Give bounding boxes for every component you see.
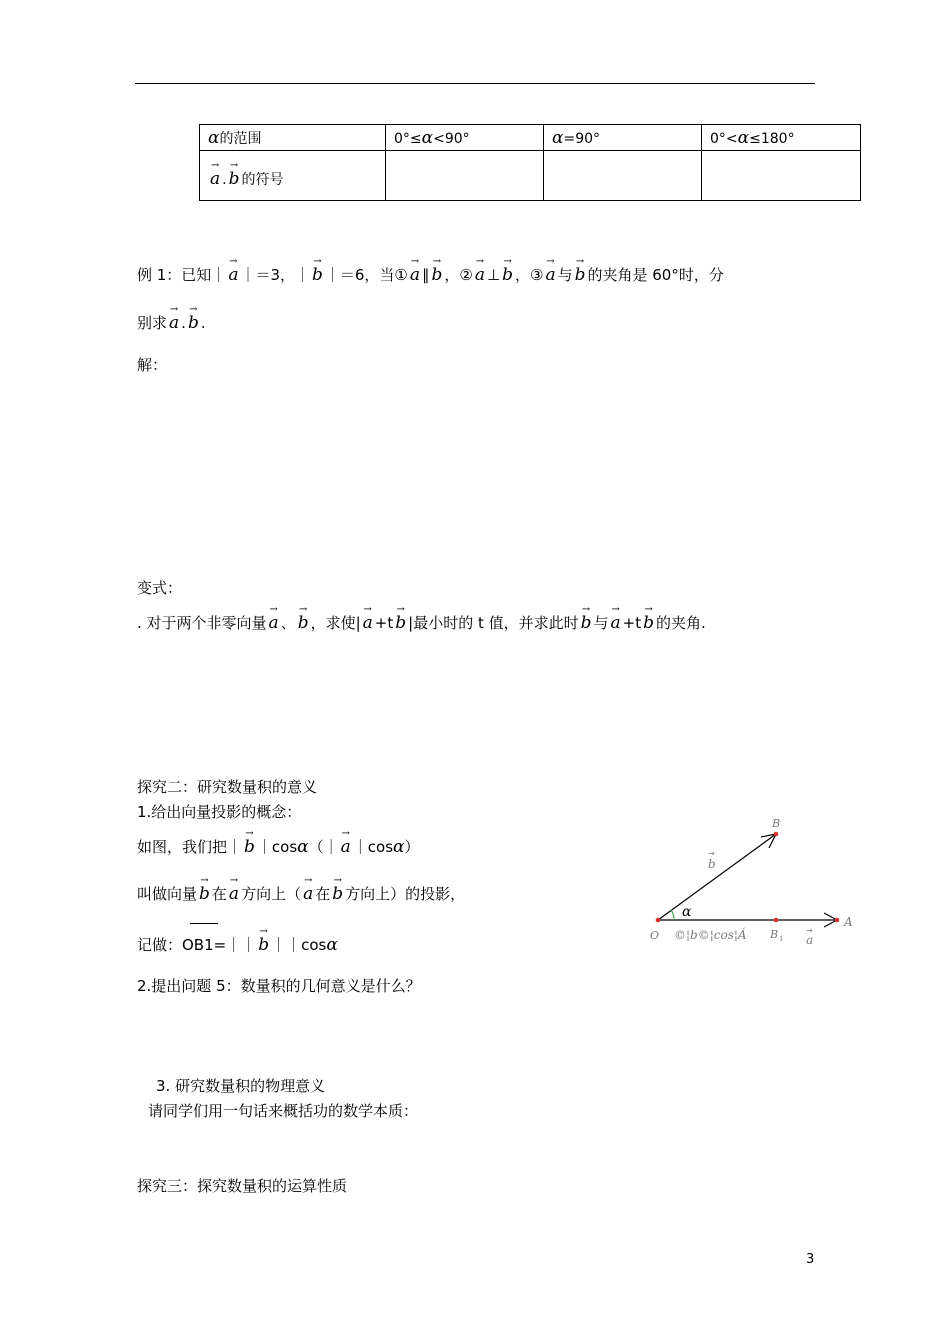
label-a: A — [844, 915, 853, 929]
vector-b: → b — [643, 606, 654, 632]
vector-a: → a — [410, 258, 420, 284]
vector-b: → b — [581, 606, 592, 632]
vector-a: → a — [228, 258, 238, 284]
alpha-symbol: α — [552, 127, 564, 148]
table-cell-empty — [386, 151, 544, 201]
table-cell-range-label: α的范围 — [200, 125, 386, 151]
alpha-symbol: α — [326, 935, 338, 955]
vector-b: → b — [312, 258, 323, 284]
table-cell-acute: 0°≤α<90° — [386, 125, 544, 151]
label-vector-b: b — [708, 857, 716, 871]
alpha-symbol: α — [421, 127, 434, 148]
vector-b: → b — [199, 877, 210, 903]
vector-a: → a — [545, 258, 555, 284]
vector-b: → b — [575, 258, 586, 284]
vector-a: → a — [363, 606, 373, 632]
table-cell-obtuse: 0°<α≤180° — [702, 125, 861, 151]
point-b — [774, 832, 779, 837]
vector-a: → a — [269, 606, 279, 632]
alpha-symbol: α — [393, 837, 405, 857]
table-row — [200, 125, 861, 151]
projection-figure — [640, 812, 870, 952]
vector-a: → a — [229, 877, 239, 903]
label-vector-a: a — [806, 933, 814, 947]
label-o: O — [650, 929, 660, 942]
vector-a: → a — [210, 162, 220, 188]
alpha-symbol: α — [208, 127, 220, 148]
explore2-title: 探究二：研究数量积的意义 — [137, 778, 318, 796]
alpha-symbol: α — [737, 127, 750, 148]
angle-sign-table — [199, 124, 861, 201]
projection-definition: 如图，我们把｜→ b ｜cosα（｜→ a ｜cosα） — [137, 830, 420, 857]
vector-a: → a — [611, 606, 621, 632]
ob1-overline — [190, 923, 218, 924]
explore2-item3-sub: 请同学们用一句话来概括功的数学本质： — [148, 1102, 419, 1120]
vector-b: → b — [502, 258, 513, 284]
vector-b: → b — [432, 258, 443, 284]
point-o — [656, 918, 661, 923]
header-rule — [135, 83, 815, 84]
vector-b: → b — [298, 606, 309, 632]
table-cell-right: α=90° — [544, 125, 702, 151]
explore2-item1: 1.给出向量投影的概念： — [137, 803, 302, 821]
angle-arc — [671, 910, 674, 920]
projection-naming: 叫做向量→ b 在→ a 方向上（→ a 在→ b 方向上）的投影， — [137, 877, 465, 904]
vector-a: → a — [303, 877, 313, 903]
table-cell-sign-label: → a .→ b 的符号 — [200, 151, 386, 201]
vector-a: → a — [475, 258, 485, 284]
vector-b: → b — [332, 877, 343, 903]
variation-label: 变式： — [137, 579, 183, 597]
point-b1 — [774, 918, 779, 923]
explore3-title: 探究三：探究数量积的运算性质 — [137, 1177, 348, 1195]
table-cell-empty — [702, 151, 861, 201]
variation-problem: . 对于两个非零向量→ a 、→ b ，求使|→ a +t→ b |最小时的 t 值，并求此时→ b 与→ a +t→ b 的夹角. — [137, 606, 706, 633]
label-alpha: α — [682, 904, 692, 920]
label-garbled-formula: ©¦b©¦cos¦Á — [674, 928, 747, 942]
alpha-symbol: α — [297, 837, 309, 857]
vector-a: → a — [169, 306, 179, 332]
example1-line2: 别求→ a .→ b . — [137, 306, 206, 333]
table-cell-empty — [544, 151, 702, 201]
page-number: 3 — [806, 1252, 815, 1267]
vector-b: → b — [258, 928, 269, 954]
table-row — [200, 151, 861, 201]
label-vector-b-arrow: → — [708, 849, 715, 858]
vector-b: → b — [229, 162, 240, 188]
vector-a: → a — [341, 830, 351, 856]
explore2-item3: 3. 研究数量积的物理意义 — [156, 1077, 326, 1095]
point-a — [835, 918, 840, 923]
vector-b: → b — [188, 306, 199, 332]
label-b1-subscript: 1 — [779, 935, 784, 943]
example1-line1: 例 1：已知｜→ a ｜＝3，｜→ b ｜＝6，当①→ a ∥→ b ，②→ a ⊥→ b ，③→ a 与→ b 的夹角是 60°时，分 — [137, 258, 724, 285]
label-vector-a-arrow: → — [806, 926, 813, 935]
label-b: B — [772, 817, 781, 830]
vector-b: → b — [395, 606, 406, 632]
explore2-item2: 2.提出问题 5：数量积的几何意义是什么？ — [137, 977, 421, 995]
vector-b-line — [658, 834, 776, 920]
solution-label: 解： — [137, 356, 168, 374]
vector-b: → b — [244, 830, 255, 856]
label-b1: B — [770, 928, 779, 941]
projection-notation: 记做：OB1=｜｜→ b ｜｜cosα — [137, 928, 338, 955]
